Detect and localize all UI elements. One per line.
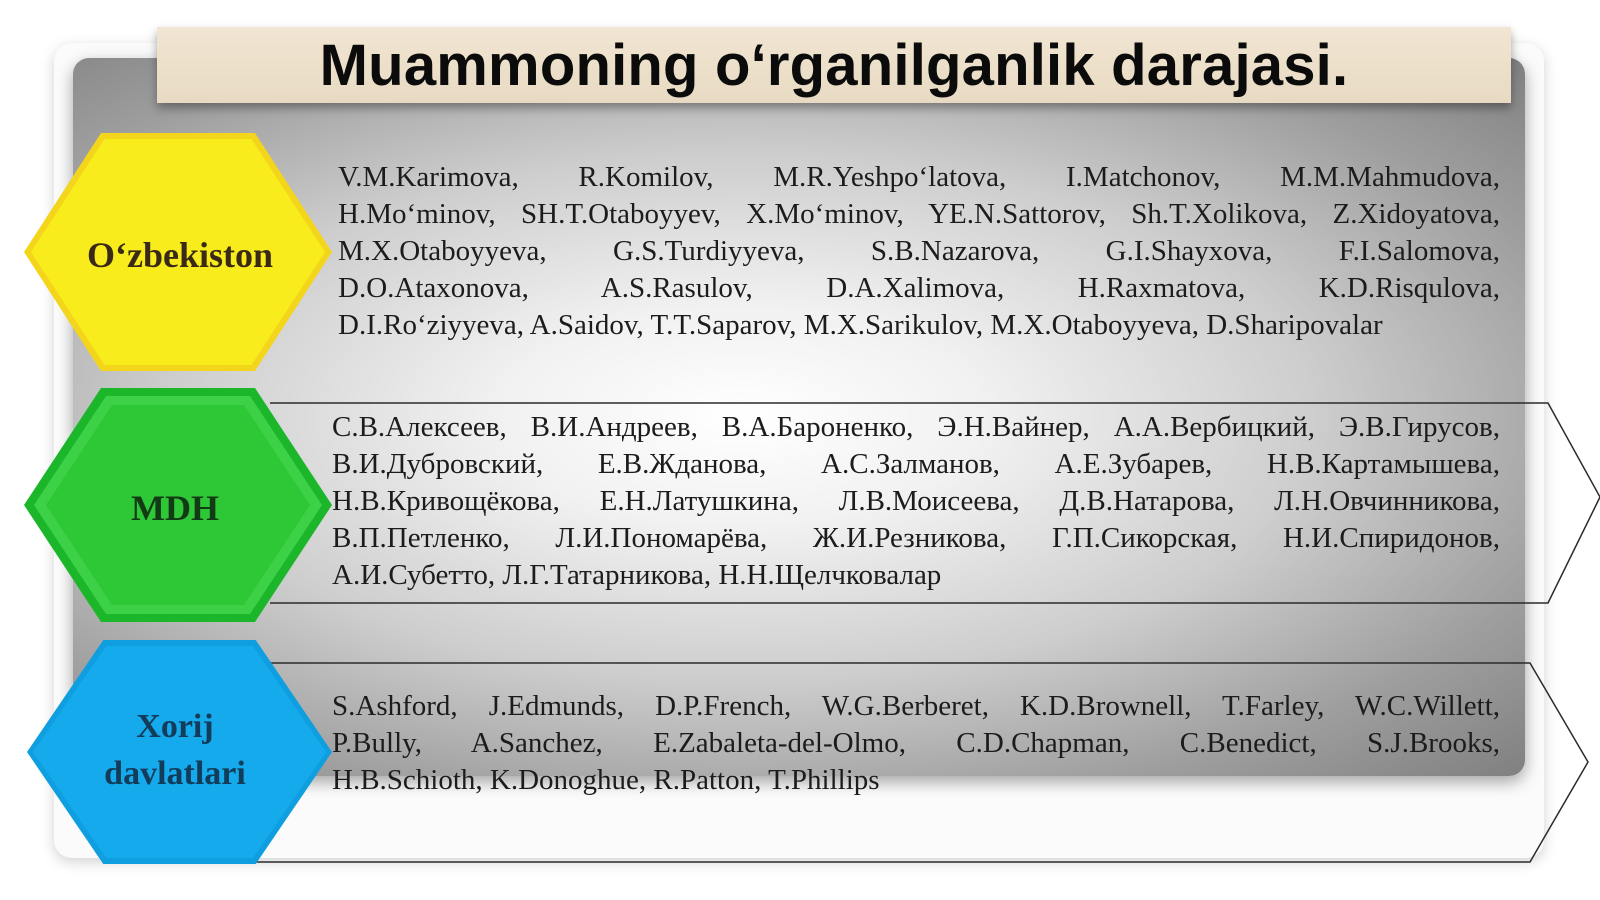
foreign-label-line2: davlatlari — [104, 755, 246, 792]
slide-title: Muammoning o‘rganilganlik darajasi. — [319, 32, 1349, 98]
author-line: P.Bully, A.Sanchez, E.Zabaleta-del-Olmo, C.D.Chapman, C.Benedict, S.J.Brooks, — [332, 727, 1500, 759]
author-line: S.Ashford, J.Edmunds, D.P.French, W.G.Berberet, K.D.Brownell, T.Farley, W.C.Willett, — [332, 690, 1500, 722]
mdh-authors — [332, 409, 1500, 594]
author-line: H.B.Schioth, K.Donoghue, R.Patton, T.Phillips — [332, 764, 880, 796]
uzbekistan-label — [60, 215, 300, 295]
author-line: V.M.Karimova, R.Komilov, M.R.Yeshpo‘latova, I.Matchonov, M.M.Mahmudova, — [338, 161, 1500, 193]
author-line: D.I.Ro‘ziyyeva, A.Saidov, T.T.Saparov, M.X.Sarikulov, M.X.Otaboyyeva, D.Sharipovalar — [338, 309, 1383, 341]
author-line: H.Mo‘minov, SH.T.Otaboyyev, X.Mo‘minov, YE.N.Sattorov, Sh.T.Xolikova, Z.Xidoyatova, — [338, 198, 1500, 230]
foreign-label — [55, 700, 295, 800]
author-line: С.В.Алексеев, В.И.Андреев, В.А.Бароненко, Э.Н.Вайнер, А.А.Вербицкий, Э.В.Гирусов, — [332, 411, 1500, 443]
uzbekistan-label-text: O‘zbekiston — [86, 235, 273, 275]
author-line: M.X.Otaboyyeva, G.S.Turdiyyeva, S.B.Nazarova, G.I.Shayxova, F.I.Salomova, — [338, 235, 1500, 267]
mdh-label — [60, 468, 290, 548]
uzbekistan-authors — [338, 159, 1500, 344]
author-line: D.O.Ataxonova, A.S.Rasulov, D.A.Xalimova, H.Raxmatova, K.D.Risqulova, — [338, 272, 1500, 304]
mdh-label-text: MDH — [131, 488, 219, 528]
author-line: Н.В.Кривощёкова, Е.Н.Латушкина, Л.В.Моисеева, Д.В.Натарова, Л.Н.Овчинникова, — [332, 485, 1500, 517]
foreign-label-line1: Xorij — [136, 708, 214, 745]
author-line: В.И.Дубровский, Е.В.Жданова, А.С.Залманов, А.Е.Зубарев, Н.В.Картамышева, — [332, 448, 1500, 480]
author-line: А.И.Субетто, Л.Г.Татарникова, Н.Н.Щелчковалар — [332, 559, 942, 591]
foreign-authors — [332, 688, 1500, 799]
author-line: В.П.Петленко, Л.И.Пономарёва, Ж.И.Резникова, Г.П.Сикорская, Н.И.Спиридонов, — [332, 522, 1500, 554]
